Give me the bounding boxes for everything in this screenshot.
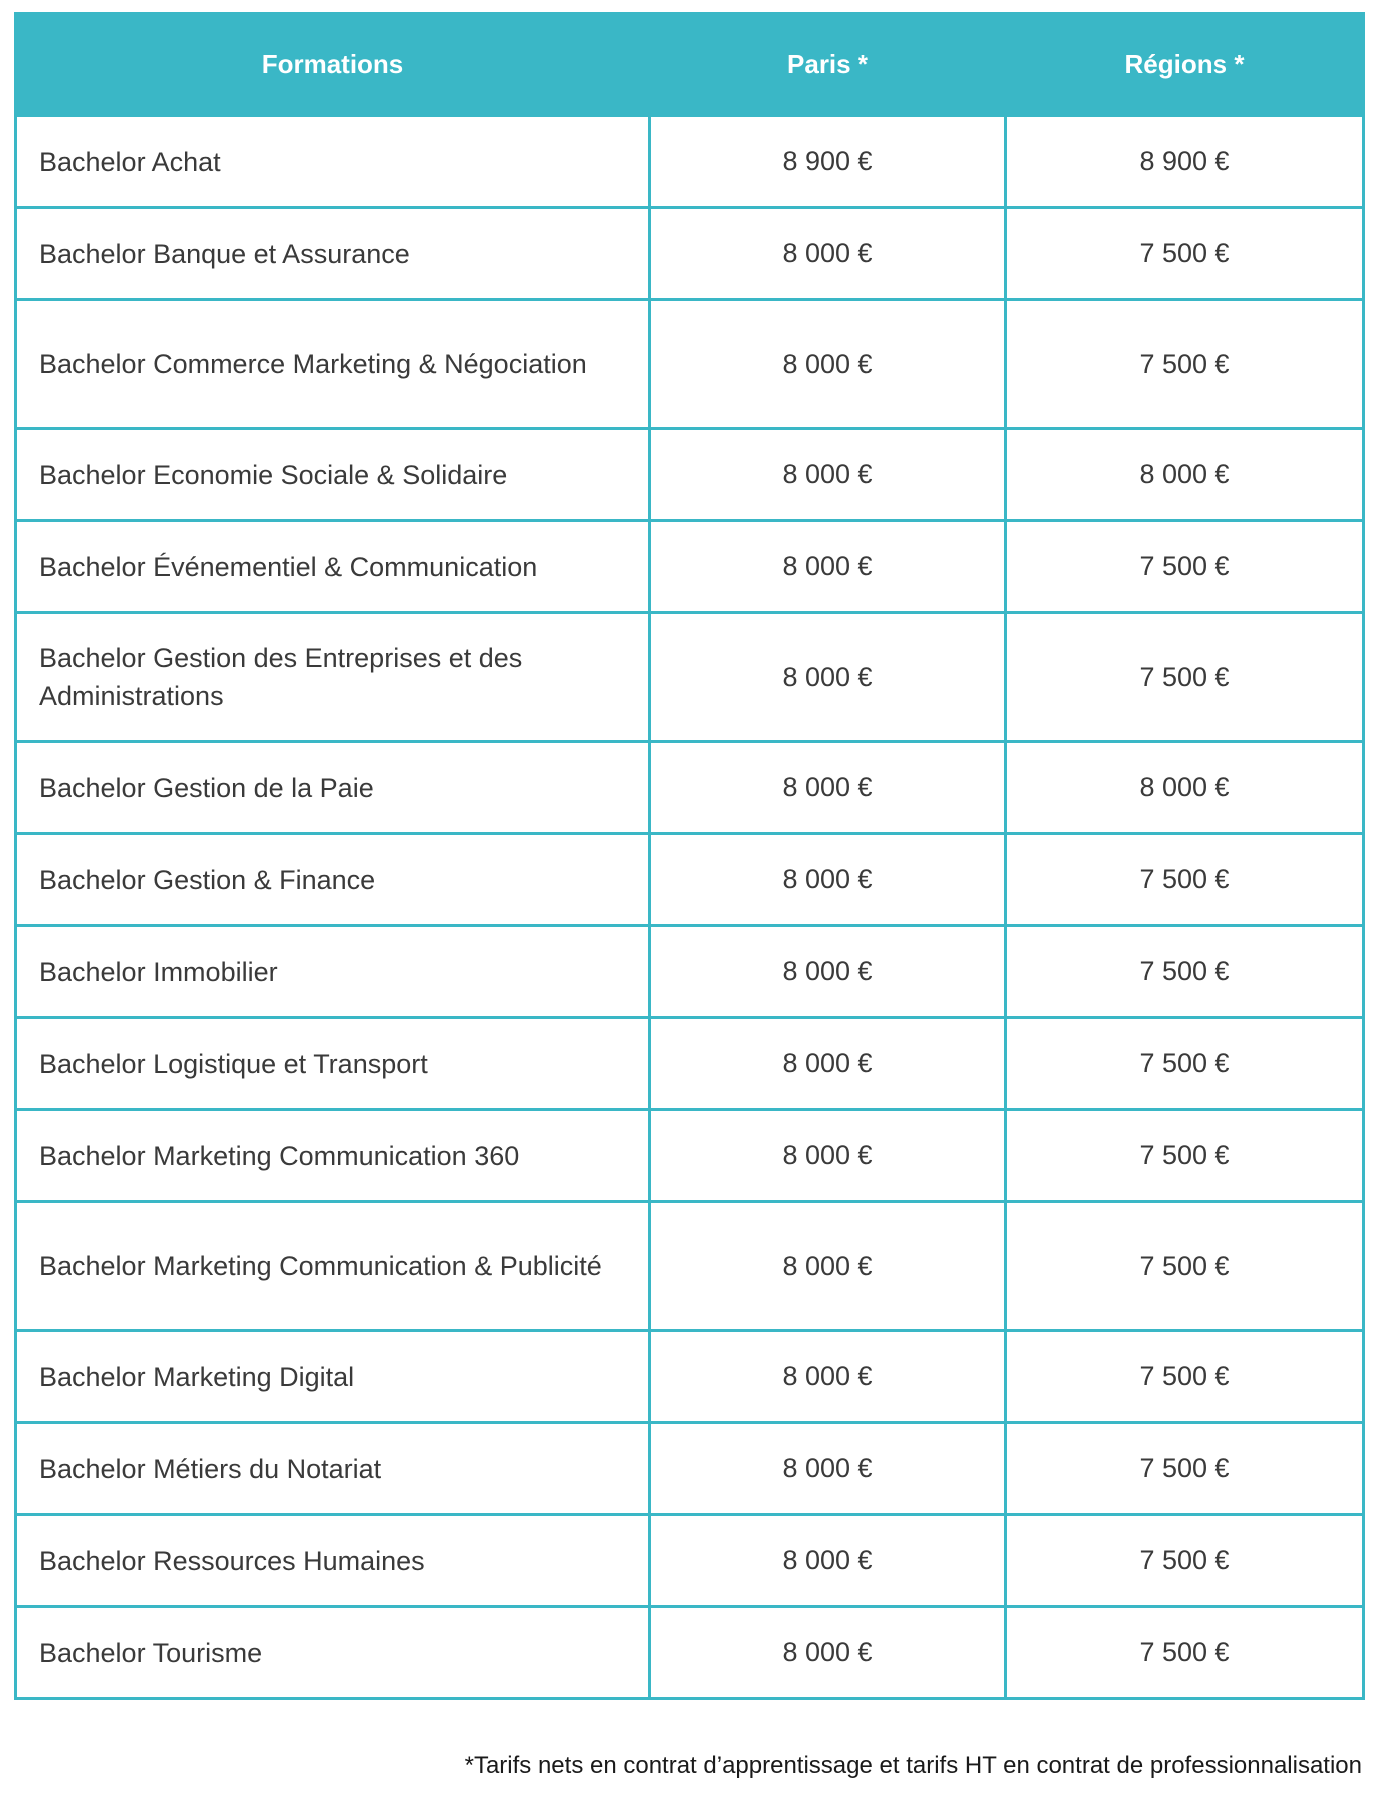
- price-paris: 8 000 €: [650, 429, 1006, 521]
- table-row: [16, 742, 1364, 834]
- pricing-table-container: [14, 12, 1362, 1700]
- price-regions: 7 500 €: [1006, 1515, 1364, 1607]
- formation-name: Bachelor Immobilier: [16, 926, 650, 1018]
- price-paris: 8 000 €: [650, 613, 1006, 742]
- price-paris: 8 000 €: [650, 1018, 1006, 1110]
- price-regions: 7 500 €: [1006, 1607, 1364, 1699]
- formation-name: Bachelor Ressources Humaines: [16, 1515, 650, 1607]
- formation-name: Bachelor Marketing Digital: [16, 1331, 650, 1423]
- price-regions: 8 900 €: [1006, 116, 1364, 208]
- formation-name: Bachelor Gestion & Finance: [16, 834, 650, 926]
- formation-name: Bachelor Événementiel & Communication: [16, 521, 650, 613]
- formation-name: Bachelor Métiers du Notariat: [16, 1423, 650, 1515]
- table-header: [16, 14, 1364, 116]
- price-regions: 7 500 €: [1006, 1331, 1364, 1423]
- header-formations: Formations: [16, 14, 650, 116]
- price-paris: 8 000 €: [650, 1202, 1006, 1331]
- price-paris: 8 000 €: [650, 1331, 1006, 1423]
- price-regions: 7 500 €: [1006, 1202, 1364, 1331]
- formation-name: Bachelor Logistique et Transport: [16, 1018, 650, 1110]
- table-row: [16, 1110, 1364, 1202]
- price-regions: 8 000 €: [1006, 429, 1364, 521]
- price-paris: 8 000 €: [650, 926, 1006, 1018]
- price-regions: 7 500 €: [1006, 613, 1364, 742]
- table-row: [16, 1018, 1364, 1110]
- price-regions: 7 500 €: [1006, 1423, 1364, 1515]
- price-regions: 7 500 €: [1006, 300, 1364, 429]
- formation-name: Bachelor Tourisme: [16, 1607, 650, 1699]
- table-body: [16, 116, 1364, 1699]
- table-row: [16, 1331, 1364, 1423]
- price-regions: 8 000 €: [1006, 742, 1364, 834]
- table-row: [16, 834, 1364, 926]
- price-regions: 7 500 €: [1006, 1018, 1364, 1110]
- price-paris: 8 900 €: [650, 116, 1006, 208]
- price-paris: 8 000 €: [650, 834, 1006, 926]
- price-paris: 8 000 €: [650, 300, 1006, 429]
- table-row: [16, 613, 1364, 742]
- price-regions: 7 500 €: [1006, 834, 1364, 926]
- header-paris: Paris *: [650, 14, 1006, 116]
- price-paris: 8 000 €: [650, 742, 1006, 834]
- price-regions: 7 500 €: [1006, 521, 1364, 613]
- table-row: [16, 208, 1364, 300]
- table-row: [16, 521, 1364, 613]
- formation-name: Bachelor Gestion de la Paie: [16, 742, 650, 834]
- price-paris: 8 000 €: [650, 1607, 1006, 1699]
- table-row: [16, 429, 1364, 521]
- pricing-table: [14, 12, 1365, 1700]
- price-paris: 8 000 €: [650, 1515, 1006, 1607]
- table-row: [16, 926, 1364, 1018]
- pricing-footnote: *Tarifs nets en contrat d’apprentissage et tarifs HT en contrat de professionnalisation: [464, 1752, 1362, 1779]
- header-row: [16, 14, 1364, 116]
- header-regions: Régions *: [1006, 14, 1364, 116]
- table-row: [16, 1515, 1364, 1607]
- formation-name: Bachelor Commerce Marketing & Négociation: [16, 300, 650, 429]
- price-regions: 7 500 €: [1006, 208, 1364, 300]
- price-paris: 8 000 €: [650, 1110, 1006, 1202]
- formation-name: Bachelor Gestion des Entreprises et des Administrations: [16, 613, 650, 742]
- price-paris: 8 000 €: [650, 521, 1006, 613]
- formation-name: Bachelor Banque et Assurance: [16, 208, 650, 300]
- formation-name: Bachelor Marketing Communication 360: [16, 1110, 650, 1202]
- formation-name: Bachelor Achat: [16, 116, 650, 208]
- table-row: [16, 300, 1364, 429]
- table-row: [16, 1423, 1364, 1515]
- price-paris: 8 000 €: [650, 208, 1006, 300]
- table-row: [16, 116, 1364, 208]
- price-paris: 8 000 €: [650, 1423, 1006, 1515]
- price-regions: 7 500 €: [1006, 926, 1364, 1018]
- table-row: [16, 1607, 1364, 1699]
- table-row: [16, 1202, 1364, 1331]
- price-regions: 7 500 €: [1006, 1110, 1364, 1202]
- formation-name: Bachelor Marketing Communication & Publicité: [16, 1202, 650, 1331]
- formation-name: Bachelor Economie Sociale & Solidaire: [16, 429, 650, 521]
